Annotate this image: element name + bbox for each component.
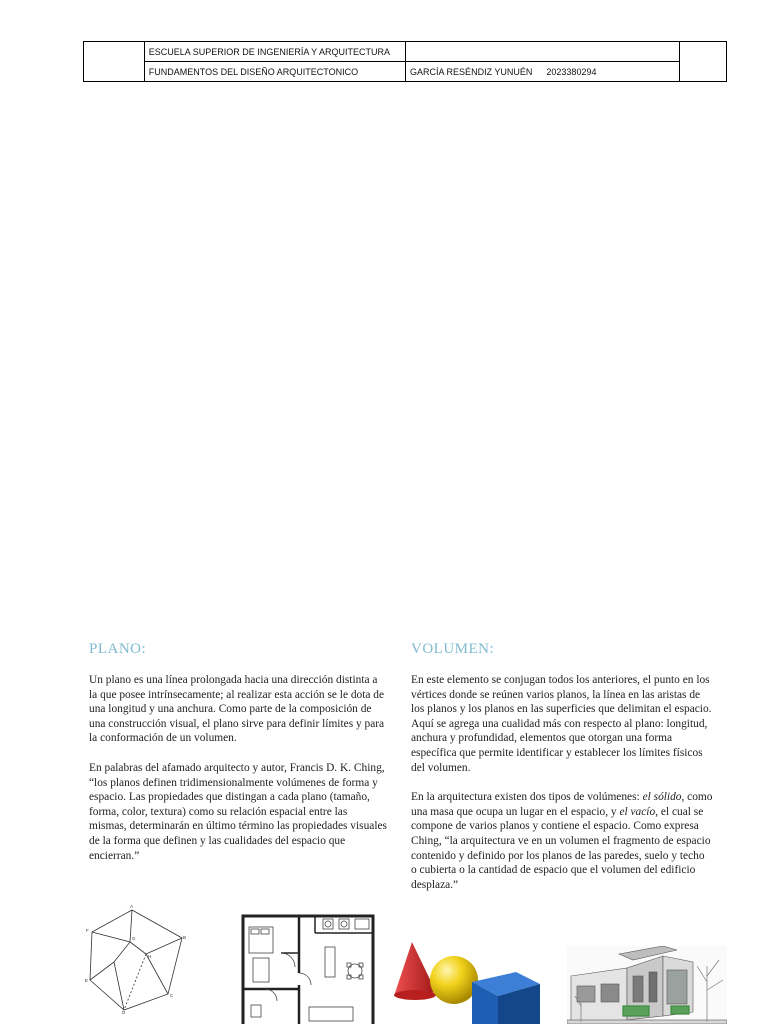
polyhedron-label-d: D — [122, 1010, 126, 1014]
polyhedron-label-c: C — [170, 993, 174, 998]
header-table — [83, 41, 727, 82]
building-sketch-image — [567, 946, 727, 1024]
volumen-p2-part-c: , el cual se compone de varios planos y contiene el espacio. Como expresa Ching, “la arquitectura ve en un volumen el fragmento de espacio contenido y definido por los planos de las paredes, suelo y techo o cubierta o la cantidad de espacio que el volumen del edificio desplaza.” — [411, 805, 711, 891]
plano-column — [89, 673, 387, 878]
header-student-id: 2023380294 — [546, 66, 597, 77]
polyhedron-label-a: A — [130, 904, 134, 909]
polyhedron-svg — [84, 902, 188, 1014]
volumen-heading: VOLUMEN: — [411, 641, 495, 657]
polyhedron-label-e: E — [85, 978, 89, 983]
header-student: GARCÍA RESÉNDIZ YUNUÉN — [410, 66, 533, 77]
polyhedron-drawing — [84, 902, 188, 1014]
volumen-column — [411, 673, 713, 907]
volumen-p2-solido: el sólido — [642, 791, 682, 804]
polyhedron-label-b: B — [183, 935, 187, 940]
polyhedron-label-g: G — [132, 936, 136, 941]
header-course: FUNDAMENTOS DEL DISEÑO ARQUITECTONICO — [144, 62, 405, 82]
header-student-cell — [406, 62, 680, 82]
yellow-sphere-shape — [430, 956, 478, 1004]
floor-plan-svg — [241, 913, 375, 1024]
volumen-paragraph-1: En este elemento se conjugan todos los anteriores, el punto en los vértices donde se reúnen varios planos, la línea en las aristas de los planos y los planos en las superficies que delimitan el espacio. Aquí se agrega una cualidad más con respecto al plano: longitud, anchura y profundidad, elementos que otorgan una forma específica que permite identificar y establecer los límites físicos del volumen. — [411, 674, 712, 774]
polyhedron-label-f: F — [86, 928, 89, 933]
header-empty-cell — [406, 42, 680, 62]
header-school: ESCUELA SUPERIOR DE INGENIERÍA Y ARQUITECTURA — [144, 42, 405, 62]
plano-heading: PLANO: — [89, 641, 147, 657]
primitive-solids-svg — [392, 938, 546, 1024]
volumen-p2-vacio: el vacío — [619, 805, 656, 818]
building-sketch-svg — [567, 946, 727, 1024]
volumen-paragraph-2 — [411, 790, 713, 892]
red-cone-base — [394, 990, 436, 1000]
plano-paragraph-2: En palabras del afamado arquitecto y autor, Francis D. K. Ching, “los planos definen tridimensionalmente volúmenes de forma y espacio. Las propiedades que distingan a cada plano (tamaño, forma, color, textura) como su relación espacial entre las mismas, determinarán en último término las propiedades visuales de la forma que definen y las cualidades del espacio que encierran.” — [89, 761, 387, 862]
volumen-p2-part-a: En la arquitectura existen dos tipos de volúmenes: — [411, 791, 643, 804]
primitive-solids-image — [392, 938, 546, 1024]
polyhedron-label-h: H — [148, 954, 152, 959]
red-cone-shape — [394, 942, 436, 996]
floor-plan-drawing — [241, 913, 375, 1024]
header-right-cell — [680, 42, 727, 82]
header-logo-cell — [84, 42, 145, 82]
volumen-p2-part-b: , como una masa que ocupa un lugar en el espacio, y — [411, 791, 713, 818]
plano-paragraph-1: Un plano es una línea prolongada hacia una dirección distinta a la que posee intrínsecamente; al realizar esta acción se le dota de una longitud y una anchura. Como parte de la composición de una construcción visual, el plano sirve para definir límites y para la conformación de un volumen. — [89, 674, 385, 745]
